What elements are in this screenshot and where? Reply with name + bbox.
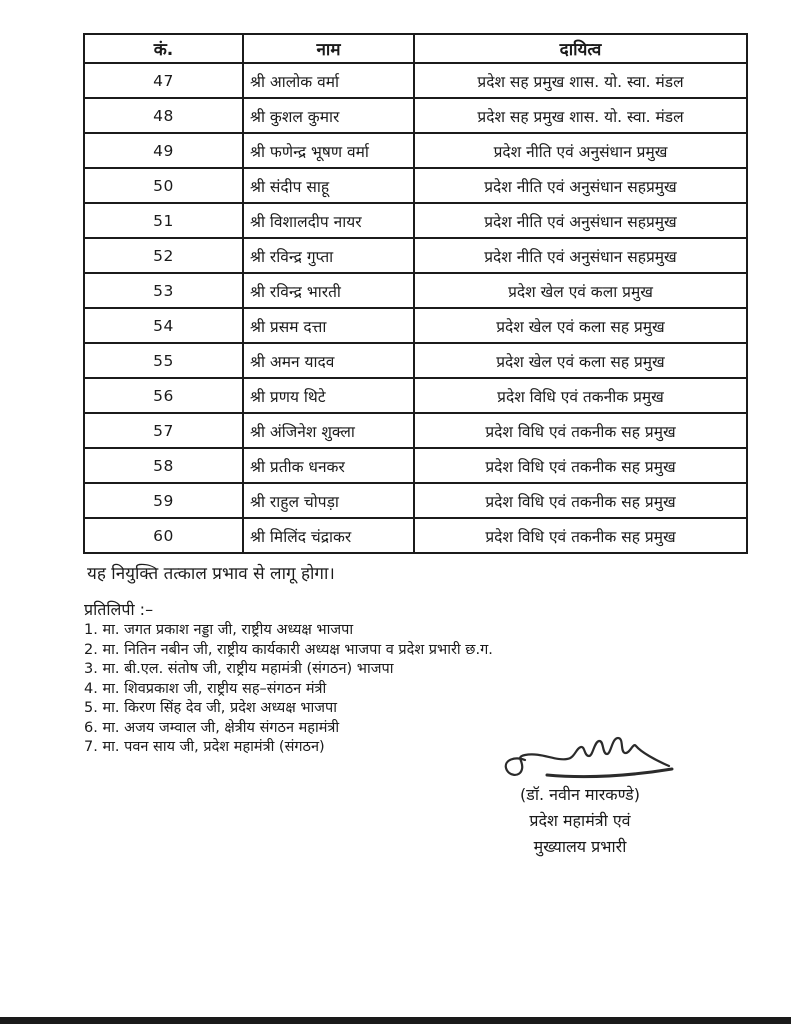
- table-row: [84, 518, 747, 553]
- header-serial: कं.: [84, 34, 243, 63]
- header-duty: दायित्व: [414, 34, 747, 63]
- copy-list-item: 6. मा. अजय जम्वाल जी, क्षेत्रीय संगठन महामंत्री: [84, 719, 340, 736]
- header-row: [84, 34, 747, 63]
- duty-cell: प्रदेश विधि एवं तकनीक सह प्रमुख: [414, 413, 747, 448]
- name-cell: श्री आलोक वर्मा: [243, 63, 414, 98]
- duty-cell: प्रदेश नीति एवं अनुसंधान प्रमुख: [414, 133, 747, 168]
- copy-list-item: 5. मा. किरण सिंह देव जी, प्रदेश अध्यक्ष भाजपा: [84, 700, 338, 716]
- table-row: [84, 273, 747, 308]
- name-cell: श्री कुशल कुमार: [243, 98, 414, 133]
- serial-cell: 51: [84, 203, 243, 238]
- signature-icon: [495, 726, 680, 784]
- duty-cell: प्रदेश नीति एवं अनुसंधान सहप्रमुख: [414, 238, 747, 273]
- copy-list-item: 2. मा. नितिन नबीन जी, राष्ट्रीय कार्यकारी अध्यक्ष भाजपा व प्रदेश प्रभारी छ.ग.: [84, 641, 493, 658]
- serial-cell: 56: [84, 378, 243, 413]
- signatory-title-line1: प्रदेश महामंत्री एवं: [529, 811, 631, 830]
- copy-list: [84, 621, 493, 758]
- name-cell: श्री रविन्द्र गुप्ता: [243, 238, 414, 273]
- duty-cell: प्रदेश विधि एवं तकनीक प्रमुख: [414, 378, 747, 413]
- table-row: [84, 98, 747, 133]
- signatory-name: (डॉ. नवीन मारकण्डे): [520, 785, 640, 804]
- duty-cell: प्रदेश खेल एवं कला सह प्रमुख: [414, 308, 747, 343]
- serial-cell: 60: [84, 518, 243, 553]
- roster-table-body: [84, 63, 747, 553]
- signatory-title-line2: मुख्यालय प्रभारी: [533, 837, 627, 856]
- serial-cell: 52: [84, 238, 243, 273]
- duty-cell: प्रदेश विधि एवं तकनीक सह प्रमुख: [414, 448, 747, 483]
- name-cell: श्री रविन्द्र भारती: [243, 273, 414, 308]
- table-row: [84, 63, 747, 98]
- table-row: [84, 133, 747, 168]
- table-row: [84, 168, 747, 203]
- serial-cell: 58: [84, 448, 243, 483]
- signatory-block: [450, 782, 710, 860]
- serial-cell: 54: [84, 308, 243, 343]
- copy-list-item: 1. मा. जगत प्रकाश नड्डा जी, राष्ट्रीय अध्यक्ष भाजपा: [84, 622, 354, 638]
- effective-immediately-note: यह नियुक्ति तत्काल प्रभाव से लागू होगा।: [87, 564, 335, 584]
- table-row: [84, 308, 747, 343]
- name-cell: श्री राहुल चोपड़ा: [243, 483, 414, 518]
- serial-cell: 53: [84, 273, 243, 308]
- name-cell: श्री अमन यादव: [243, 343, 414, 378]
- duty-cell: प्रदेश सह प्रमुख शास. यो. स्वा. मंडल: [414, 98, 747, 133]
- name-cell: श्री मिलिंद चंद्राकर: [243, 518, 414, 553]
- table-row: [84, 238, 747, 273]
- serial-cell: 59: [84, 483, 243, 518]
- duty-cell: प्रदेश नीति एवं अनुसंधान सहप्रमुख: [414, 203, 747, 238]
- copy-to-heading: प्रतिलिपी :–: [84, 600, 154, 619]
- header-name: नाम: [243, 34, 414, 63]
- duty-cell: प्रदेश विधि एवं तकनीक सह प्रमुख: [414, 518, 747, 553]
- serial-cell: 49: [84, 133, 243, 168]
- serial-cell: 50: [84, 168, 243, 203]
- duty-cell: प्रदेश खेल एवं कला सह प्रमुख: [414, 343, 747, 378]
- table-header: [84, 34, 747, 63]
- copy-list-item: 3. मा. बी.एल. संतोष जी, राष्ट्रीय महामंत्री (संगठन) भाजपा: [84, 661, 394, 677]
- serial-cell: 47: [84, 63, 243, 98]
- name-cell: श्री प्रतीक धनकर: [243, 448, 414, 483]
- table-row: [84, 483, 747, 518]
- serial-cell: 57: [84, 413, 243, 448]
- appointment-table: [83, 33, 748, 554]
- table-row: [84, 413, 747, 448]
- name-cell: श्री विशालदीप नायर: [243, 203, 414, 238]
- duty-cell: प्रदेश नीति एवं अनुसंधान सहप्रमुख: [414, 168, 747, 203]
- copy-list-item: 4. मा. शिवप्रकाश जी, राष्ट्रीय सह–संगठन मंत्री: [84, 680, 327, 697]
- name-cell: श्री प्रसम दत्ता: [243, 308, 414, 343]
- duty-cell: प्रदेश खेल एवं कला प्रमुख: [414, 273, 747, 308]
- name-cell: श्री प्रणय थिटे: [243, 378, 414, 413]
- name-cell: श्री अंजिनेश शुक्ला: [243, 413, 414, 448]
- name-cell: श्री संदीप साहू: [243, 168, 414, 203]
- copy-list-item: 7. मा. पवन साय जी, प्रदेश महामंत्री (संगठन): [84, 739, 325, 755]
- duty-cell: प्रदेश सह प्रमुख शास. यो. स्वा. मंडल: [414, 63, 747, 98]
- table-row: [84, 343, 747, 378]
- table-row: [84, 378, 747, 413]
- duty-cell: प्रदेश विधि एवं तकनीक सह प्रमुख: [414, 483, 747, 518]
- name-cell: श्री फणेन्द्र भूषण वर्मा: [243, 133, 414, 168]
- page-bottom-edge-line: [0, 1017, 791, 1024]
- serial-cell: 48: [84, 98, 243, 133]
- table-row: [84, 203, 747, 238]
- table-row: [84, 448, 747, 483]
- serial-cell: 55: [84, 343, 243, 378]
